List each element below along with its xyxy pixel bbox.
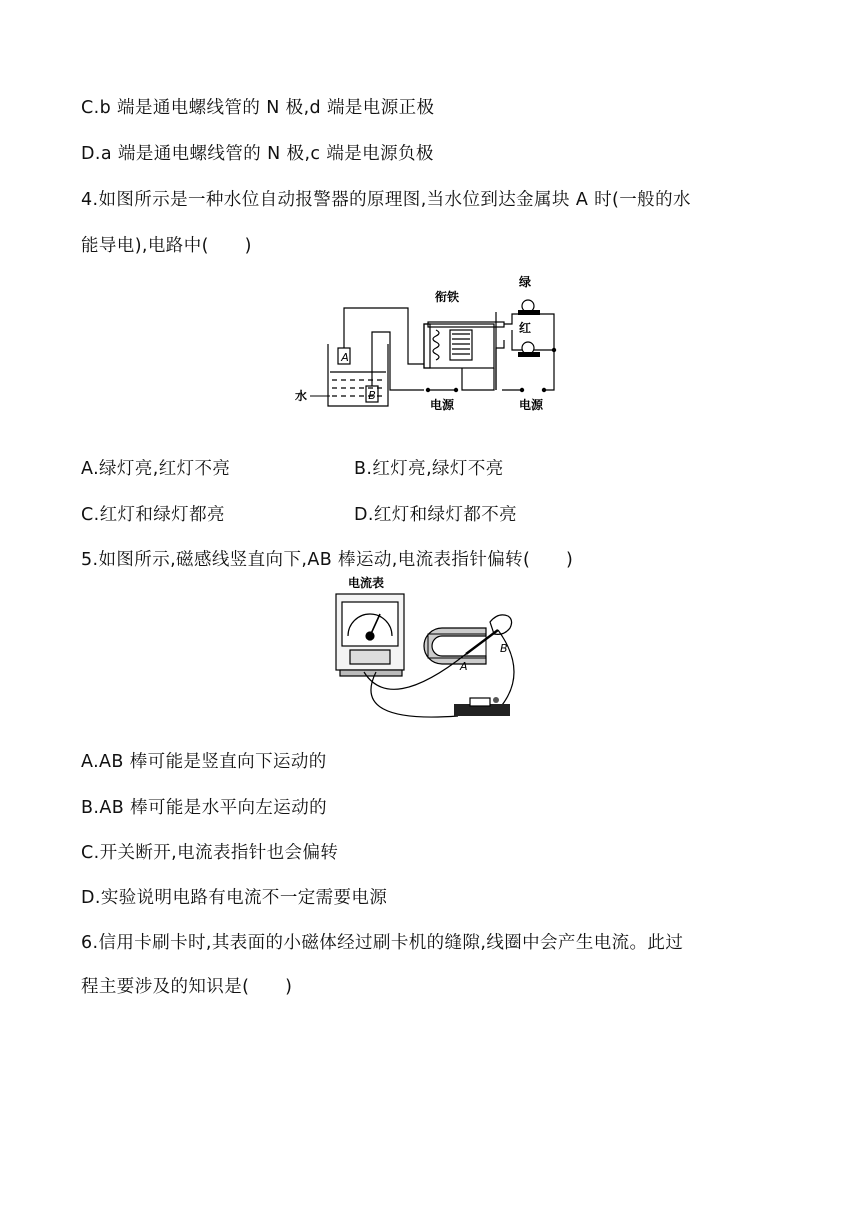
q6-stem-line1: 6.信用卡刷卡时,其表面的小磁体经过刷卡机的缝隙,线圈中会产生电流。此过 [81, 933, 684, 953]
q5-option-d: D.实验说明电路有电流不一定需要电源 [81, 888, 388, 908]
q4-option-d: D.红灯和绿灯都不亮 [354, 505, 518, 525]
metal-block-b-label: B [368, 389, 376, 402]
q3-option-c: C.b 端是通电螺线管的 N 极,d 端是电源正极 [81, 98, 435, 118]
q4-option-c: C.红灯和绿灯都亮 [81, 505, 225, 525]
ammeter-icon [336, 594, 404, 676]
q5-stem: 5.如图所示,磁感线竖直向下,AB 棒运动,电流表指针偏转( ) [81, 550, 574, 570]
power-label-2: 电源 [519, 398, 544, 412]
q4-option-b: B.红灯亮,绿灯不亮 [354, 459, 504, 479]
green-lamp-label: 绿 [519, 275, 532, 289]
water-label: 水 [295, 389, 308, 403]
q4-option-a: A.绿灯亮,红灯不亮 [81, 459, 231, 479]
power-label-1: 电源 [430, 398, 455, 412]
q5-option-a: A.AB 棒可能是竖直向下运动的 [81, 752, 327, 772]
green-lamp-icon [518, 300, 540, 315]
rod-end-b-label: B [500, 642, 508, 655]
q5-option-b: B.AB 棒可能是水平向左运动的 [81, 798, 328, 818]
ammeter-label: 电流表 [347, 576, 385, 590]
water-alarm-diagram [290, 268, 570, 420]
red-lamp-label: 红 [519, 321, 532, 335]
metal-block-a-label: A [341, 351, 349, 364]
switch-icon [454, 697, 510, 716]
q4-stem-line2: 能导电),电路中( ) [81, 236, 252, 256]
armature-label: 衔铁 [435, 290, 460, 304]
rod-end-a-label: A [460, 660, 468, 673]
q6-stem-line2: 程主要涉及的知识是( ) [81, 977, 293, 997]
q4-stem-line1: 4.如图所示是一种水位自动报警器的原理图,当水位到达金属块 A 时(一般的水 [81, 190, 691, 210]
ammeter-experiment-diagram [330, 574, 530, 722]
q3-option-d: D.a 端是通电螺线管的 N 极,c 端是电源负极 [81, 144, 434, 164]
hand-icon [490, 615, 512, 635]
q5-option-c: C.开关断开,电流表指针也会偏转 [81, 843, 339, 863]
